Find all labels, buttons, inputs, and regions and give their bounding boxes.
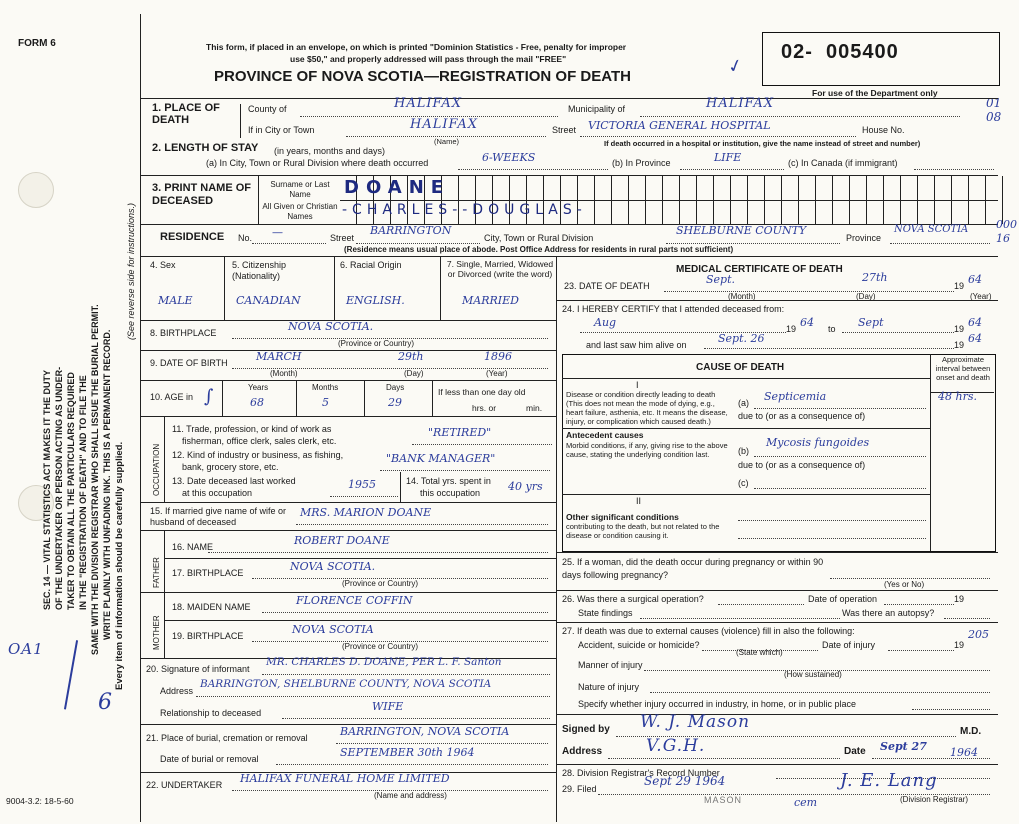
attended-from-month: Aug [594, 316, 617, 329]
age-days: 29 [388, 396, 402, 409]
last-saw-year-prefix: 19 [954, 340, 965, 350]
margin-mark: OA1 [8, 640, 44, 658]
burial-place-value: BARRINGTON, NOVA SCOTIA [340, 725, 510, 738]
side-instruction-2: OF THE UNDERTAKER OR PERSON ACTING AS UNDER- [54, 366, 64, 610]
residence-street-label: Street [330, 233, 355, 243]
father-birthplace-value: NOVA SCOTIA. [290, 560, 376, 573]
residence-no-label: No. [238, 233, 253, 243]
stay-c-label: (c) In Canada (if immigrant) [788, 158, 898, 168]
municipality-value: HALIFAX [706, 96, 775, 111]
accident-label: Accident, suicide or homicide? [578, 640, 700, 650]
mail-note-1: This form, if placed in an envelope, on which is printed "Dominion Statistics - Free, penalty for improper [206, 42, 627, 52]
attended-from-year: 64 [800, 316, 814, 329]
mother-vertical-label: MOTHER [152, 615, 161, 650]
rule [140, 256, 998, 257]
years-label: Years [248, 383, 269, 392]
marital-label: 7. Single, Married, Widowed or Divorced (write the word) [446, 259, 554, 279]
part-2-label: II [636, 496, 642, 506]
racial-origin-label: 6. Racial Origin [340, 260, 402, 270]
due-to-label-2: due to (or as a consequence of) [738, 460, 866, 470]
city-value: HALIFAX [410, 117, 479, 132]
month-hint: (Month) [270, 369, 298, 378]
interval-header: Approximate interval between onset and death [935, 355, 991, 382]
stay-a-label: (a) In City, Town or Rural Division where death occurred [206, 158, 429, 168]
relationship-label: Relationship to deceased [160, 708, 262, 718]
cause-of-death-title: CAUSE OF DEATH [696, 362, 785, 373]
dept-mark: 01 08 [986, 96, 1002, 124]
form-title: PROVINCE OF NOVA SCOTIA—REGISTRATION OF DEATH [214, 68, 631, 85]
year-hint: (Year) [970, 292, 992, 301]
burial-date-label: Date of burial or removal [160, 754, 259, 764]
filed-label: 29. Filed [562, 784, 597, 794]
from-year-prefix: 19 [786, 324, 797, 334]
mother-maiden-value: FLORENCE COFFIN [296, 594, 413, 607]
residence-city-label: City, Town or Rural Division [484, 233, 594, 243]
due-to-label: due to (or as a consequence of) [738, 411, 866, 421]
months-label: Months [312, 383, 339, 392]
manner-label: Manner of injury [578, 660, 643, 670]
direct-cause-label: Disease or condition directly leading to death (This does not mean the mode of dying, e.g., heart failure, asthenia, etc. It means the disease, injury, or complication which caused death.) [566, 390, 728, 426]
total-years-hint: this occupation [420, 488, 481, 498]
min-label: min. [526, 403, 543, 413]
surname-value: DOANE [344, 177, 451, 198]
op-year-prefix: 19 [954, 594, 965, 604]
birthplace-label: 8. BIRTHPLACE [150, 328, 217, 338]
punch-hole [18, 172, 54, 208]
state-findings-label: State findings [578, 608, 633, 618]
age-label: 10. AGE in [150, 392, 194, 402]
last-saw-year: 64 [968, 332, 982, 345]
occupation-vertical-label: OCCUPATION [152, 443, 161, 496]
total-years-value: 40 yrs [508, 480, 543, 493]
dob-day: 29th [398, 350, 424, 363]
street-label: Street [552, 125, 577, 135]
registrar-signature: J. E. Lang [840, 770, 938, 791]
date-of-death-label: 23. DATE OF DEATH [564, 281, 650, 291]
attended-to-month: Sept [858, 316, 884, 329]
stamp-mason: MASON [704, 795, 743, 805]
dob-label: 9. DATE OF BIRTH [150, 358, 228, 368]
cause-a-label: (a) [738, 398, 749, 408]
burial-date-value: SEPTEMBER 30th 1964 [340, 746, 475, 759]
undertaker-value: HALIFAX FUNERAL HOME LIMITED [240, 772, 450, 785]
day-hint: (Day) [404, 369, 424, 378]
how-sustained-hint: (How sustained) [784, 670, 842, 679]
margin-stroke [64, 640, 80, 710]
burial-place-label: 21. Place of burial, cremation or removal [146, 733, 308, 743]
informant-signature: MR. CHARLES D. DOANE, PER L. F. Santon [266, 656, 502, 668]
death-month: Sept. [706, 273, 736, 286]
trade-value: "RETIRED" [428, 426, 492, 439]
birthplace-value: NOVA SCOTIA. [288, 320, 374, 333]
surname-label: Surname or Last Name [270, 180, 330, 199]
part-1-label: I [636, 380, 639, 390]
informant-address: BARRINGTON, SHELBURNE COUNTY, NOVA SCOTIA [200, 678, 492, 690]
stay-b-label: (b) In Province [612, 158, 671, 168]
residence-street-value: BARRINGTON [370, 224, 452, 237]
citizenship-value: CANADIAN [236, 294, 301, 307]
margin-mark: 6 [98, 690, 113, 715]
dob-year: 1896 [484, 350, 512, 363]
physician-signature: W. J. Mason [640, 712, 751, 732]
autopsy-question: Was there an autopsy? [842, 608, 935, 618]
citizenship-label: 5. Citizenship (Nationality) [232, 260, 287, 281]
cause-c-label: (c) [738, 478, 749, 488]
side-instruction-3: TAKER TO OBTAIN ALL THE PARTICULARS REQUIRED [66, 372, 76, 610]
injury-date-label: Date of injury [822, 640, 876, 650]
age-years: 68 [250, 396, 264, 409]
mother-maiden-label: 18. MAIDEN NAME [172, 602, 251, 612]
stamp-cem: cem [794, 796, 818, 809]
age-months: 5 [322, 396, 329, 409]
attended-to-year: 64 [968, 316, 982, 329]
operation-question: 26. Was there a surgical operation? [562, 594, 704, 604]
mail-note-2: use $50," and properly addressed will pass through the mail "FREE" [290, 54, 567, 64]
side-instruction-5: SAME WITH THE DIVISION REGISTRAR WHO SHALL ISSUE THE BURIAL PERMIT. [90, 304, 100, 655]
dob-month: MARCH [256, 350, 302, 363]
medical-cert-title: MEDICAL CERTIFICATE OF DEATH [676, 264, 843, 275]
informant-address-label: Address [160, 686, 194, 696]
side-instruction-8: (See reverse side for instructions.) [126, 202, 136, 340]
nature-label: Nature of injury [578, 682, 640, 692]
spouse-value: MRS. MARION DOANE [300, 506, 432, 519]
less-than-day-label: If less than one day old [438, 387, 526, 397]
registration-number: 02- 005400 [781, 41, 899, 63]
cause-a-value: Septicemia [764, 390, 827, 403]
father-vertical-label: FATHER [152, 557, 161, 588]
last-worked-hint: at this occupation [182, 488, 253, 498]
bracket [240, 104, 241, 138]
antecedent-label: Antecedent causes [566, 430, 644, 440]
industry-label: 12. Kind of industry or business, as fishing, [172, 450, 344, 460]
death-day: 27th [862, 271, 888, 284]
side-instruction-6: WRITE PLAINLY WITH UNFADING INK. THIS IS A PERMANENT RECORD. [102, 329, 112, 640]
racial-origin-value: ENGLISH. [346, 294, 405, 307]
registrar-record-label: 28. Division Registrar's Record Number [562, 768, 720, 778]
cause-b-label: (b) [738, 446, 749, 456]
residence-province-label: Province [846, 233, 882, 243]
to-year-prefix: 19 [954, 324, 965, 334]
death-year: 64 [968, 273, 982, 286]
residence-note: (Residence means usual place of abode. Post Office Address for residents in rural parts not sufficient) [344, 245, 734, 254]
last-saw-value: Sept. 26 [718, 332, 765, 345]
spouse-label: 15. If married give name of wife or husband of deceased [150, 506, 287, 527]
given-names-label: All Given or Christian Names [262, 202, 338, 221]
yes-no-hint: (Yes or No) [884, 580, 925, 589]
informant-sig-label: 20. Signature of informant [146, 664, 250, 674]
physician-address: V.G.H. [646, 736, 706, 756]
external-causes-label: 27. If death was due to external causes (violence) fill in also the following: [562, 626, 855, 636]
father-birthplace-hint: (Province or Country) [342, 579, 419, 588]
registration-number-box [762, 32, 1000, 86]
form-border-left [140, 14, 141, 822]
undertaker-label: 22. UNDERTAKER [146, 780, 223, 790]
residence-mark: 000 16 [996, 218, 1017, 245]
rule [140, 224, 998, 225]
check-mark: ✓ [725, 54, 746, 78]
certify-label: 24. I HEREBY CERTIFY that I attended deceased from: [562, 304, 785, 314]
given-names-value: -CHARLES--DOUGLAS- [342, 202, 587, 218]
trade-hint: fisherman, office clerk, sales clerk, etc. [182, 436, 337, 446]
house-no-label: House No. [862, 125, 905, 135]
side-instruction-4: IN THE "REGISTRATION OF DEATH" AND TO FILE THE [78, 375, 88, 610]
sign-year: 1964 [950, 746, 978, 759]
margin-number: 205 [968, 628, 989, 641]
specify-location-label: Specify whether injury occurred in industry, in home, or in public place [578, 699, 856, 709]
length-of-stay-label: 2. LENGTH OF STAY [152, 142, 259, 154]
form-code: 9004-3.2: 18-5-60 [6, 796, 74, 806]
residence-province-value: NOVA SCOTIA [894, 224, 969, 235]
dept-use-label: For use of the Department only [812, 88, 938, 98]
sex-label: 4. Sex [150, 260, 176, 270]
other-conditions-label: Other significant conditions [566, 512, 679, 522]
sex-value: MALE [158, 294, 193, 307]
stay-b-value: LIFE [714, 151, 742, 164]
column-divider [556, 256, 557, 822]
day-hint: (Day) [856, 292, 876, 301]
sign-date-label: Date [844, 746, 866, 757]
month-hint: (Month) [728, 292, 756, 301]
municipality-label: Municipality of [568, 104, 626, 114]
mother-birthplace-label: 19. BIRTHPLACE [172, 631, 244, 641]
cause-b-value: Mycosis fungoides [766, 436, 870, 449]
name-hint: (Name) [434, 137, 460, 146]
residence-label: RESIDENCE [160, 231, 225, 243]
side-instruction-7: Every item of information should be carefully supplied. [114, 441, 125, 690]
state-which-hint: (State which) [736, 648, 783, 657]
residence-no-value: — [272, 226, 283, 239]
city-label: If in City or Town [248, 125, 315, 135]
year-hint: (Year) [486, 369, 508, 378]
physician-address-label: Address [562, 746, 603, 757]
industry-value: "BANK MANAGER" [386, 452, 496, 465]
place-of-death-label: 1. PLACE OF DEATH [152, 102, 220, 126]
father-name-label: 16. NAME [172, 542, 214, 552]
mother-birthplace-hint: (Province or Country) [342, 642, 419, 651]
last-worked-value: 1955 [348, 478, 376, 491]
print-name-label: 3. PRINT NAME OF DECEASED [152, 182, 252, 207]
county-value: HALIFAX [394, 96, 463, 111]
relationship-value: WIFE [372, 700, 404, 713]
stay-a-value: 6-WEEKS [482, 151, 536, 164]
last-worked-label: 13. Date deceased last worked [172, 476, 296, 486]
injury-year-prefix: 19 [954, 640, 965, 650]
undertaker-hint: (Name and address) [374, 791, 447, 800]
trade-label: 11. Trade, profession, or kind of work as [172, 424, 332, 434]
operation-date-label: Date of operation [808, 594, 878, 604]
days-label: Days [386, 383, 405, 392]
marital-value: MARRIED [462, 294, 519, 307]
md-label: M.D. [960, 726, 982, 737]
hospital-note: If death occurred in a hospital or institution, give the name instead of street and number) [604, 139, 921, 148]
cause-a-interval: 48 hrs. [938, 390, 977, 403]
signed-by-label: Signed by [562, 724, 610, 735]
antecedent-hint: Morbid conditions, if any, giving rise to the above cause, stating the underlying condition last. [566, 441, 728, 459]
industry-hint: bank, grocery store, etc. [182, 462, 279, 472]
hrs-label: hrs. or [472, 403, 497, 413]
birthplace-hint: (Province or Country) [338, 339, 415, 348]
father-name-value: ROBERT DOANE [294, 534, 390, 547]
residence-city-value: SHELBURNE COUNTY [676, 224, 807, 237]
pregnancy-question: 25. If a woman, did the death occur during pregnancy or within 90 days following pregnancy? [562, 557, 824, 580]
form-number: FORM 6 [18, 38, 56, 49]
registrar-hint: (Division Registrar) [900, 795, 969, 804]
county-label: County of [248, 104, 287, 114]
filed-date: Sept 29 1964 [644, 774, 726, 788]
side-instruction-1: SEC. 14 — VITAL STATISTICS ACT MAKES IT THE DUTY [42, 369, 52, 610]
sign-date: Sept 27 [880, 740, 927, 753]
last-saw-label: and last saw him alive on [586, 340, 687, 350]
mother-birthplace-value: NOVA SCOTIA [292, 623, 374, 636]
other-conditions-hint: contributing to the death, but not related to the disease or condition causing it. [566, 522, 720, 540]
street-value: VICTORIA GENERAL HOSPITAL [588, 119, 771, 132]
total-years-label: 14. Total yrs. spent in [406, 476, 491, 486]
to-label: to [828, 324, 836, 334]
length-of-stay-hint: (in years, months and days) [274, 146, 386, 156]
father-birthplace-label: 17. BIRTHPLACE [172, 568, 244, 578]
death-year-prefix: 19 [954, 281, 965, 291]
rule [140, 98, 998, 99]
